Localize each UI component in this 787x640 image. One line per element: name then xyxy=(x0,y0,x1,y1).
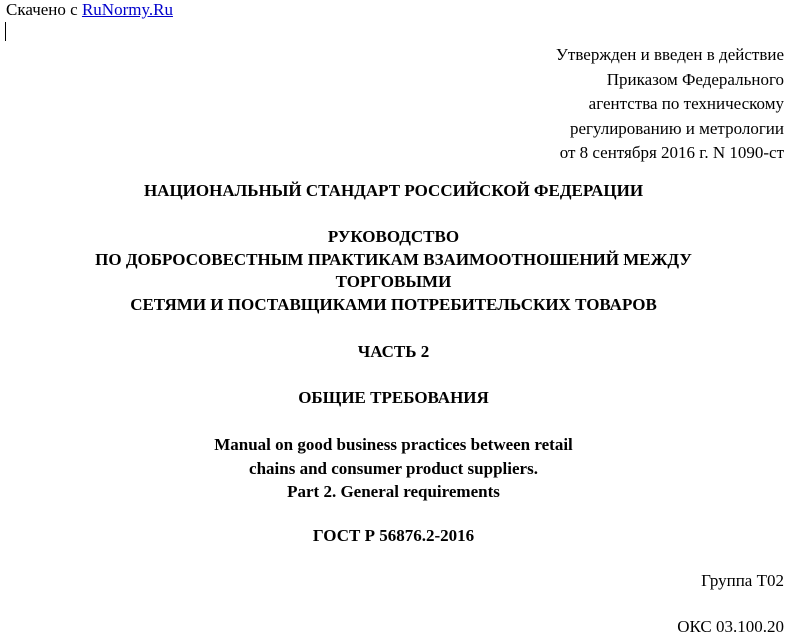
standard-title: НАЦИОНАЛЬНЫЙ СТАНДАРТ РОССИЙСКОЙ ФЕДЕРАЦИИ xyxy=(143,181,644,200)
approval-line: от 8 сентября 2016 г. N 1090-ст xyxy=(559,143,784,162)
approval-block xyxy=(384,43,784,166)
guide-title-line: ТОРГОВЫМИ xyxy=(335,272,452,291)
oks-code: ОКС 03.100.20 xyxy=(677,617,784,636)
guide-title-line: СЕТЯМИ И ПОСТАВЩИКАМИ ПОТРЕБИТЕЛЬСКИХ ТОВАРОВ xyxy=(130,294,657,314)
approval-line: регулированию и метрологии xyxy=(569,118,784,138)
guide-title-line: ПО ДОБРОСОВЕСТНЫМ ПРАКТИКАМ ВЗАИМООТНОШЕНИЙ МЕЖДУ xyxy=(95,249,692,269)
gost-number: ГОСТ Р 56876.2-2016 xyxy=(312,526,475,545)
english-title-line: Part 2. General requirements xyxy=(287,482,500,501)
part-label: ЧАСТЬ 2 xyxy=(357,342,430,361)
english-title xyxy=(0,433,787,504)
text-cursor xyxy=(5,22,6,41)
group-code: Группа Т02 xyxy=(701,571,784,590)
approval-line: Утвержден и введен в действие xyxy=(555,45,784,64)
source-link[interactable]: RuNormy.Ru xyxy=(81,0,173,19)
approval-line: Приказом Федерального xyxy=(606,69,784,89)
english-title-line: chains and consumer product suppliers. xyxy=(249,458,538,478)
general-requirements-label: ОБЩИЕ ТРЕБОВАНИЯ xyxy=(298,388,489,407)
source-prefix: Скачено с xyxy=(6,0,82,19)
english-title-line: Manual on good business practices between retail xyxy=(214,435,573,454)
guide-title-line: РУКОВОДСТВО xyxy=(327,227,460,246)
source-line xyxy=(6,0,173,20)
approval-line: агентства по техническому xyxy=(588,94,784,113)
guide-title xyxy=(0,226,787,316)
